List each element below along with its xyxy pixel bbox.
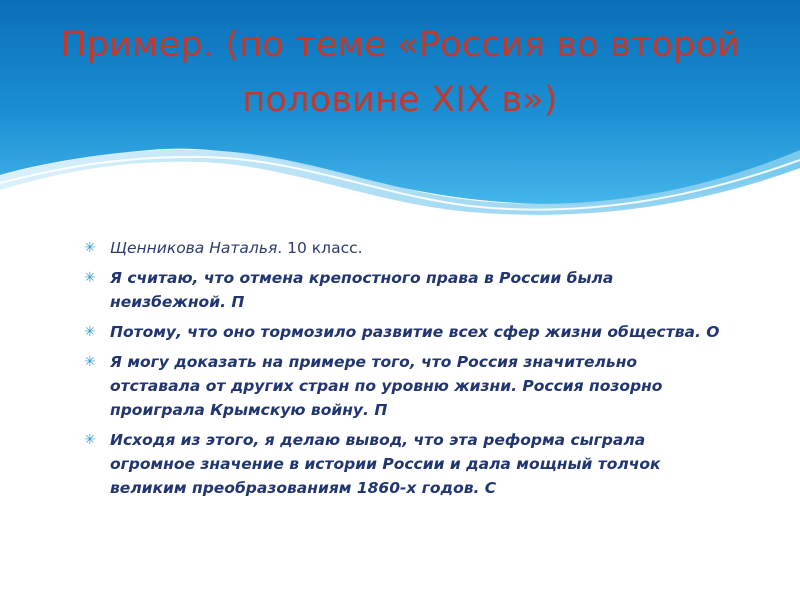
- asterisk-bullet-icon: ✳: [84, 270, 96, 286]
- asterisk-bullet-icon: ✳: [84, 432, 96, 448]
- list-item: [84, 266, 724, 314]
- slide-content: [84, 236, 724, 506]
- list-item: [84, 428, 724, 500]
- student-name: Щенникова Наталья: [110, 239, 278, 257]
- list-item: [84, 320, 724, 344]
- bullet-list: [84, 236, 724, 500]
- bullet-text: Исходя из этого, я делаю вывод, что эта реформа сыграла огромное значение в истории России и дала мощный толчок великим преобразованиям 1860-х годов. С: [110, 431, 661, 497]
- asterisk-bullet-icon: ✳: [84, 240, 96, 256]
- student-class: . 10 класс.: [277, 239, 363, 257]
- asterisk-bullet-icon: ✳: [84, 354, 96, 370]
- list-item: [84, 350, 724, 422]
- bullet-text: Я считаю, что отмена крепостного права в России была неизбежной. П: [110, 269, 614, 311]
- slide-title: Пример. (по теме «Россия во второй половине XIX в»): [60, 25, 740, 120]
- bullet-text: Потому, что оно тормозило развитие всех сфер жизни общества. О: [110, 323, 720, 341]
- asterisk-bullet-icon: ✳: [84, 324, 96, 340]
- bullet-text: Я могу доказать на примере того, что Россия значительно отставала от других стран по уровню жизни. Россия позорно проиграла Крымскую войну. П: [110, 353, 663, 419]
- list-item: [84, 236, 724, 260]
